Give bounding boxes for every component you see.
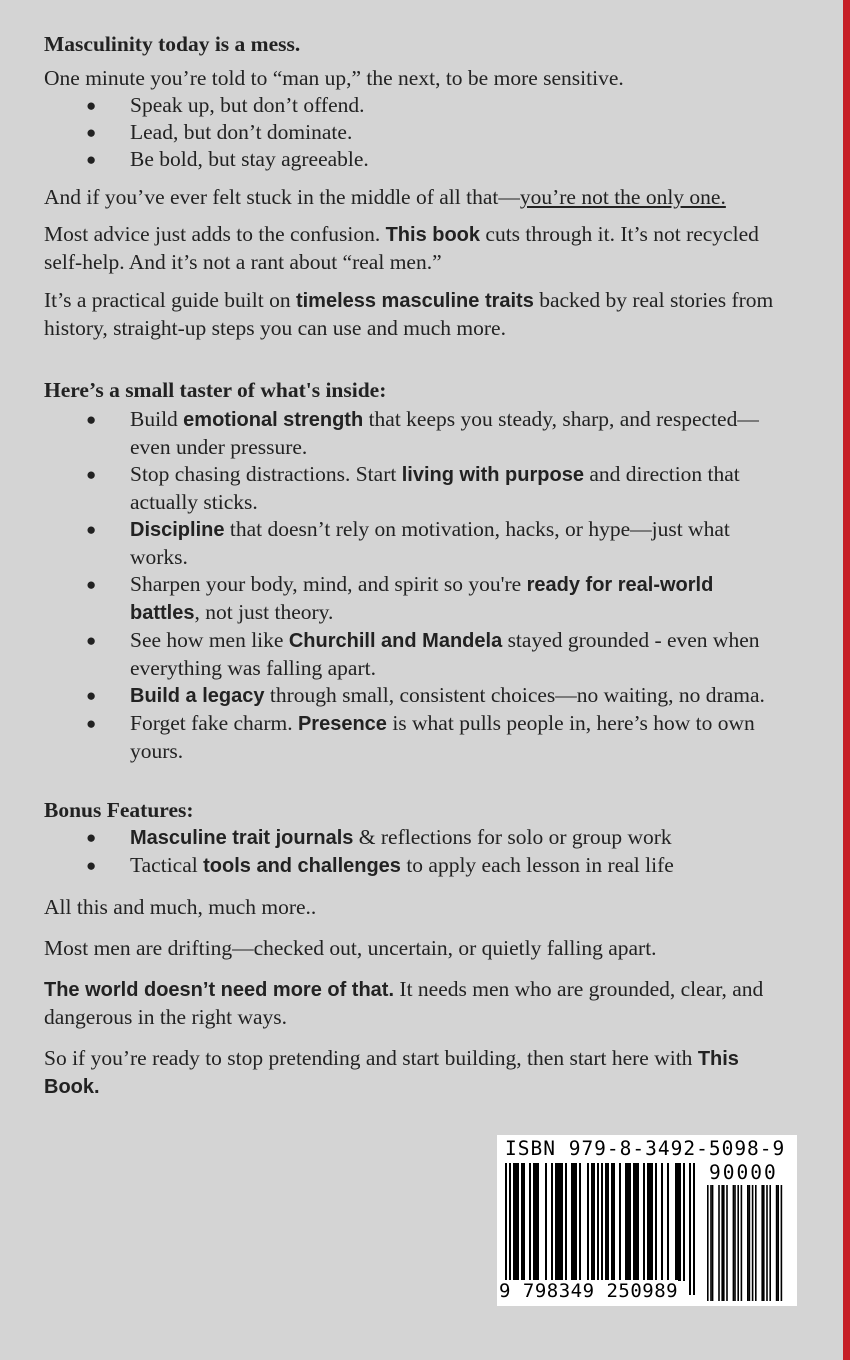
barcode-bar [533, 1163, 535, 1281]
barcode-bar [573, 1163, 575, 1281]
barcode-bar [693, 1163, 695, 1295]
barcode-bar [521, 1163, 523, 1281]
isbn-label: ISBN 979-8-3492-5098-9 [505, 1137, 786, 1160]
addon-bar [747, 1185, 749, 1301]
barcode-bar [613, 1163, 615, 1281]
barcode-bar [579, 1163, 581, 1281]
barcode-bar [675, 1163, 677, 1281]
addon-bar [737, 1185, 739, 1301]
barcode-bar [651, 1163, 653, 1281]
bonus-list [44, 824, 784, 880]
barcode-bar [587, 1163, 589, 1281]
addon-bar [723, 1185, 725, 1301]
barcode-bar [635, 1163, 637, 1281]
taster-heading: Here’s a small taster of what's inside: [44, 378, 387, 402]
addon-bar [712, 1185, 714, 1301]
list-item: ● Lead, but don’t dominate. [44, 119, 784, 146]
intro-line: One minute you’re told to “man up,” the next, to be more sensitive. [44, 66, 624, 90]
barcode-bar [597, 1163, 599, 1295]
addon-bar [763, 1185, 765, 1301]
barcode-bar [571, 1163, 573, 1281]
drifting-line: Most men are drifting—checked out, uncertain, or quietly falling apart. [44, 936, 657, 960]
barcode-bar [625, 1163, 627, 1281]
barcode-bar [629, 1163, 631, 1281]
guide-paragraph: It’s a practical guide built on timeless masculine traits backed by real stories from history, straight-up steps you can use and much more. [44, 288, 774, 340]
barcode-bar [505, 1163, 507, 1295]
barcode-bar [561, 1163, 563, 1281]
addon-bar [766, 1185, 768, 1301]
addon-bar [749, 1185, 751, 1301]
barcode-bar [555, 1163, 557, 1281]
addon-bar [734, 1185, 736, 1301]
list-item: ● Masculine trait journals & reflections for solo or group work [44, 824, 784, 852]
addon-bar [721, 1185, 723, 1301]
barcode-bar [601, 1163, 603, 1295]
intro-bullet-list [44, 92, 784, 173]
addon-bar [761, 1185, 763, 1301]
list-item: ● Be bold, but stay agreeable. [44, 146, 784, 173]
addon-bar [769, 1185, 771, 1301]
barcode-bar [537, 1163, 539, 1281]
barcode-bar [529, 1163, 531, 1281]
barcode-bar [515, 1163, 517, 1281]
addon-bar [733, 1185, 735, 1301]
spine-accent-line [843, 0, 850, 1360]
barcode-bar [591, 1163, 593, 1281]
barcode-bar [679, 1163, 681, 1281]
underlined-phrase: you’re not the only one. [519, 185, 726, 209]
barcode-bar [523, 1163, 525, 1281]
world-paragraph: The world doesn’t need more of that. It needs men who are grounded, clear, and dangerous in the right ways. [44, 977, 764, 1029]
barcode-bar [551, 1163, 553, 1281]
more-line: All this and much, much more.. [44, 895, 317, 919]
final-paragraph: So if you’re ready to stop pretending and start building, then start here with This Book. [44, 1046, 739, 1098]
barcode-bar [557, 1163, 559, 1281]
barcode-bar [667, 1163, 669, 1281]
barcode-bar [649, 1163, 651, 1281]
addon-bar [707, 1185, 709, 1301]
barcode-bar [517, 1163, 519, 1281]
list-item: ● Speak up, but don’t offend. [44, 92, 784, 119]
barcode-bar [559, 1163, 561, 1281]
taster-list [44, 406, 784, 765]
addon-bar [710, 1185, 712, 1301]
barcode-bar [683, 1163, 685, 1281]
barcode-bar [689, 1163, 691, 1295]
list-item: ● Build emotional strength that keeps you steady, sharp, and respected—even under pressure. [44, 406, 784, 461]
addon-bar [776, 1185, 778, 1301]
addon-bar [741, 1185, 743, 1301]
list-item: ● Forget fake charm. Presence is what pulls people in, here’s how to own yours. [44, 710, 784, 765]
barcode-bar [637, 1163, 639, 1281]
barcode-bar [575, 1163, 577, 1281]
addon-bar [726, 1185, 728, 1301]
addon-bar [777, 1185, 779, 1301]
stuck-paragraph: And if you’ve ever felt stuck in the middle of all that—you’re not the only one. [44, 185, 726, 209]
barcode-bar [513, 1163, 515, 1281]
isbn-barcode [497, 1135, 797, 1306]
barcode-bar [607, 1163, 609, 1281]
bonus-heading: Bonus Features: [44, 798, 194, 822]
barcode-bar [627, 1163, 629, 1281]
barcode-bar [611, 1163, 613, 1281]
list-item: ● Stop chasing distractions. Start living with purpose and direction that actually sticks. [44, 461, 784, 516]
advice-paragraph: Most advice just adds to the confusion. This book cuts through it. It’s not recycled self-help. And it’s not a rant about “real men.” [44, 222, 759, 274]
barcode-bar [605, 1163, 607, 1281]
barcode-bar [535, 1163, 537, 1281]
barcode-bar [565, 1163, 567, 1281]
back-cover-text [44, 31, 784, 1101]
addon-bar [755, 1185, 757, 1301]
barcode-bar [593, 1163, 595, 1281]
intro-heading: Masculinity today is a mess. [44, 32, 301, 56]
addon-bar [718, 1185, 720, 1301]
price-addon-code: 90000 [709, 1161, 778, 1184]
barcode-bar [509, 1163, 511, 1295]
barcode-bar [643, 1163, 645, 1281]
barcode-bar [619, 1163, 621, 1281]
addon-bar [781, 1185, 783, 1301]
addon-bar [752, 1185, 754, 1301]
barcode-bar [545, 1163, 547, 1281]
barcode-bar [633, 1163, 635, 1281]
list-item: ● See how men like Churchill and Mandela stayed grounded - even when everything was falling apart. [44, 627, 784, 682]
barcode-bar [661, 1163, 663, 1281]
barcode-bar [677, 1163, 679, 1281]
barcode-bar [655, 1163, 657, 1281]
list-item: ● Discipline that doesn’t rely on motivation, hacks, or hype—just what works. [44, 516, 784, 571]
barcode-bar [647, 1163, 649, 1281]
list-item: ● Tactical tools and challenges to apply each lesson in real life [44, 852, 784, 880]
list-item: ● Build a legacy through small, consistent choices—no waiting, no drama. [44, 682, 784, 710]
list-item: ● Sharpen your body, mind, and spirit so you're ready for real-world battles, not just theory. [44, 571, 784, 627]
ean-digits: 9 798349 250989 [499, 1280, 679, 1302]
